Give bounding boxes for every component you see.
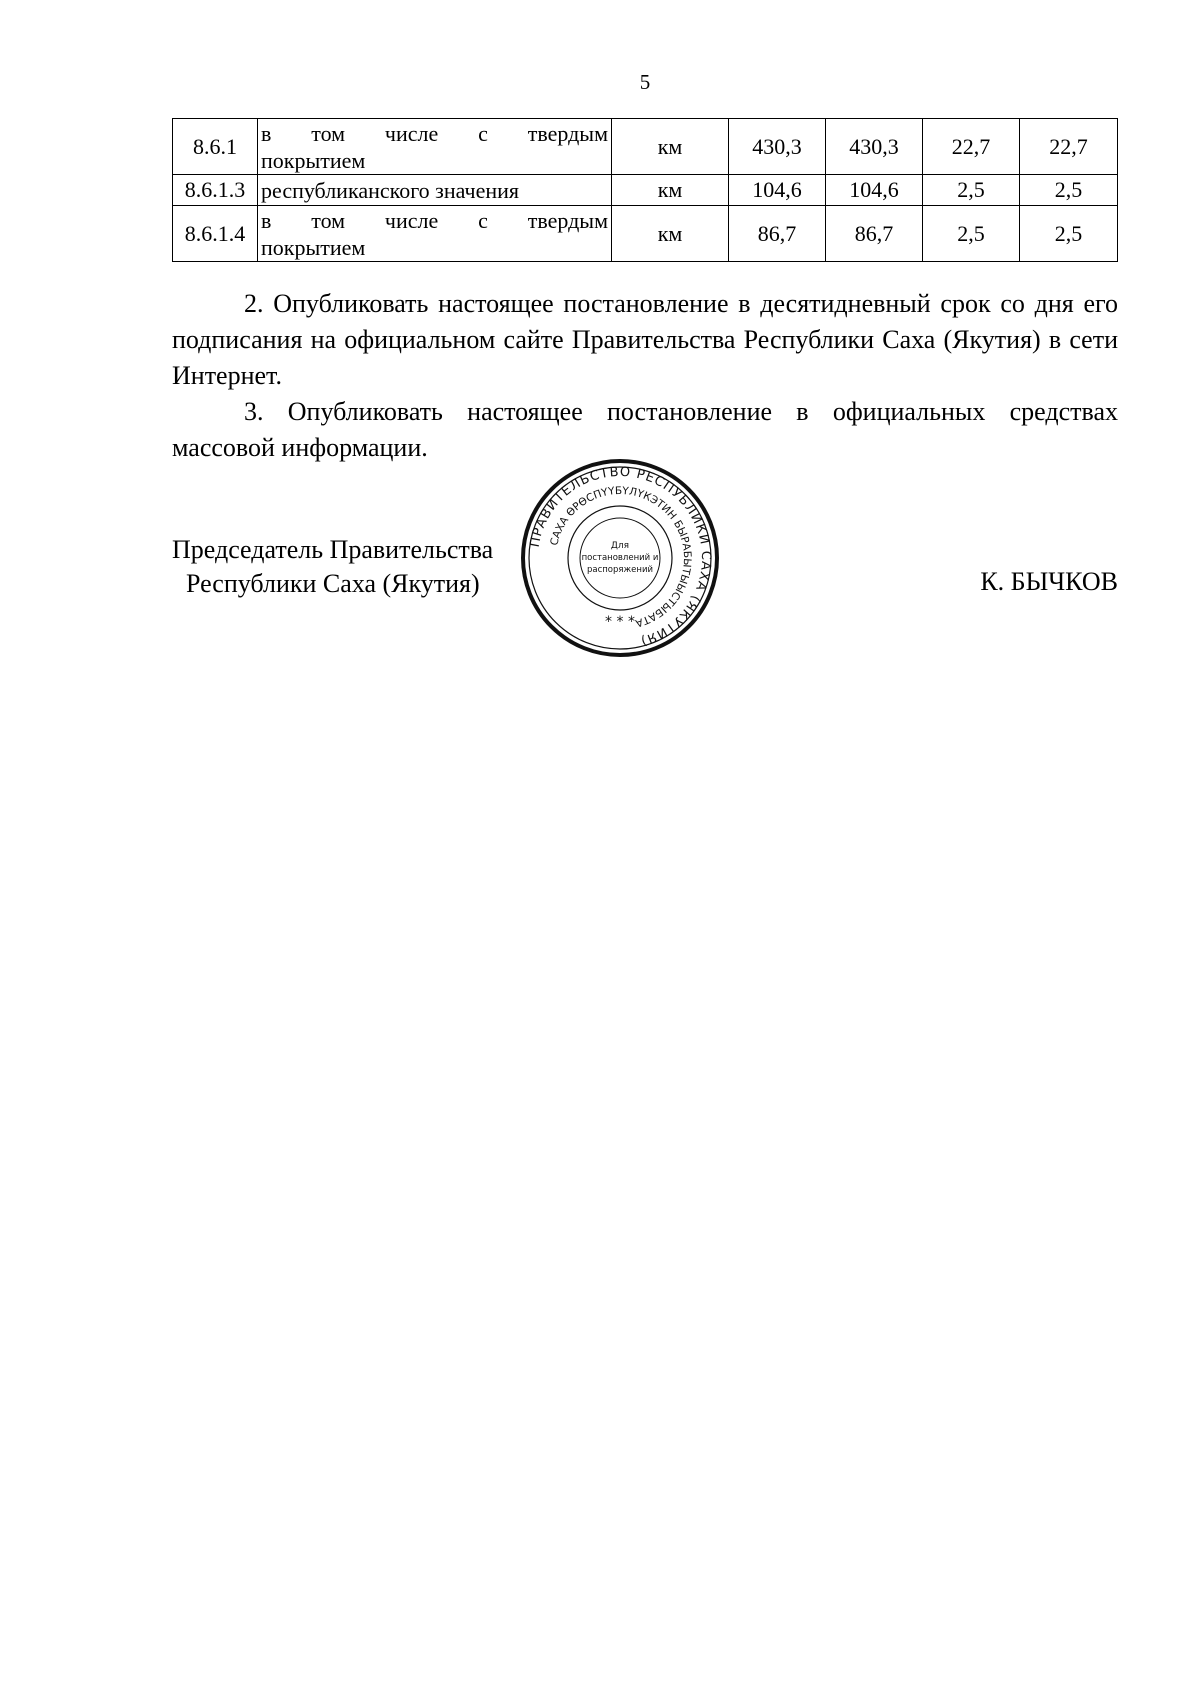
- row-id: 8.6.1: [173, 119, 258, 175]
- row-value: 22,7: [1020, 119, 1118, 175]
- signatory-title-line: Республики Саха (Якутия): [186, 569, 480, 598]
- row-unit: км: [612, 206, 729, 262]
- row-value: 2,5: [923, 175, 1020, 206]
- row-description: [258, 175, 612, 206]
- row-unit: км: [612, 175, 729, 206]
- seal-stars: * * *: [605, 614, 635, 630]
- row-value: 430,3: [729, 119, 826, 175]
- row-value: 104,6: [729, 175, 826, 206]
- paragraph-publish-website: 2. Опубликовать настоящее постановление в десятидневный срок со дня его подписания на официальном сайте Правительства Республики Саха (Якутия) в сети Интернет.: [172, 289, 1118, 390]
- row-description: [258, 119, 612, 175]
- table-row: [173, 119, 1118, 175]
- row-description-line: покрытием: [261, 147, 366, 173]
- row-value: 2,5: [1020, 206, 1118, 262]
- row-description-line: республиканского значения: [261, 177, 520, 203]
- row-description-line: в том числе с твердым: [261, 207, 608, 233]
- table-row: [173, 206, 1118, 262]
- row-description-line: в том числе с твердым: [261, 120, 608, 146]
- row-value: 2,5: [1020, 175, 1118, 206]
- seal-outer-text: ПРАВИТЕЛЬСТВО РЕСПУБЛИКИ САХА (ЯКУТИЯ): [527, 464, 714, 649]
- data-table: [172, 118, 1118, 262]
- seal-inner-text: САХА ӨРӨСПҮҮБҮЛҮКЭТИН БЫРАБЫТЫЫСТЫБАТА: [548, 484, 694, 629]
- row-value: 104,6: [826, 175, 923, 206]
- table-row: [173, 175, 1118, 206]
- seal-center-line: Для: [610, 541, 630, 551]
- row-id: 8.6.1.4: [173, 206, 258, 262]
- page-number: 5: [639, 70, 651, 94]
- row-description: [258, 206, 612, 262]
- paragraph-publish-media: 3. Опубликовать настоящее постановление в официальных средствах массовой информации.: [172, 397, 1118, 462]
- row-value: 86,7: [826, 206, 923, 262]
- signatory-name: К. БЫЧКОВ: [980, 567, 1118, 596]
- seal-center-line: постановлений и: [581, 553, 659, 563]
- row-unit: км: [612, 119, 729, 175]
- row-value: 430,3: [826, 119, 923, 175]
- signatory-title: [172, 533, 493, 601]
- row-value: 86,7: [729, 206, 826, 262]
- seal-center-line: распоряжений: [586, 565, 654, 575]
- official-seal: [520, 458, 720, 658]
- row-value: 2,5: [923, 206, 1020, 262]
- row-description-line: покрытием: [261, 234, 366, 260]
- signatory-title-line: Председатель Правительства: [172, 535, 494, 564]
- row-value: 22,7: [923, 119, 1020, 175]
- row-id: 8.6.1.3: [173, 175, 258, 206]
